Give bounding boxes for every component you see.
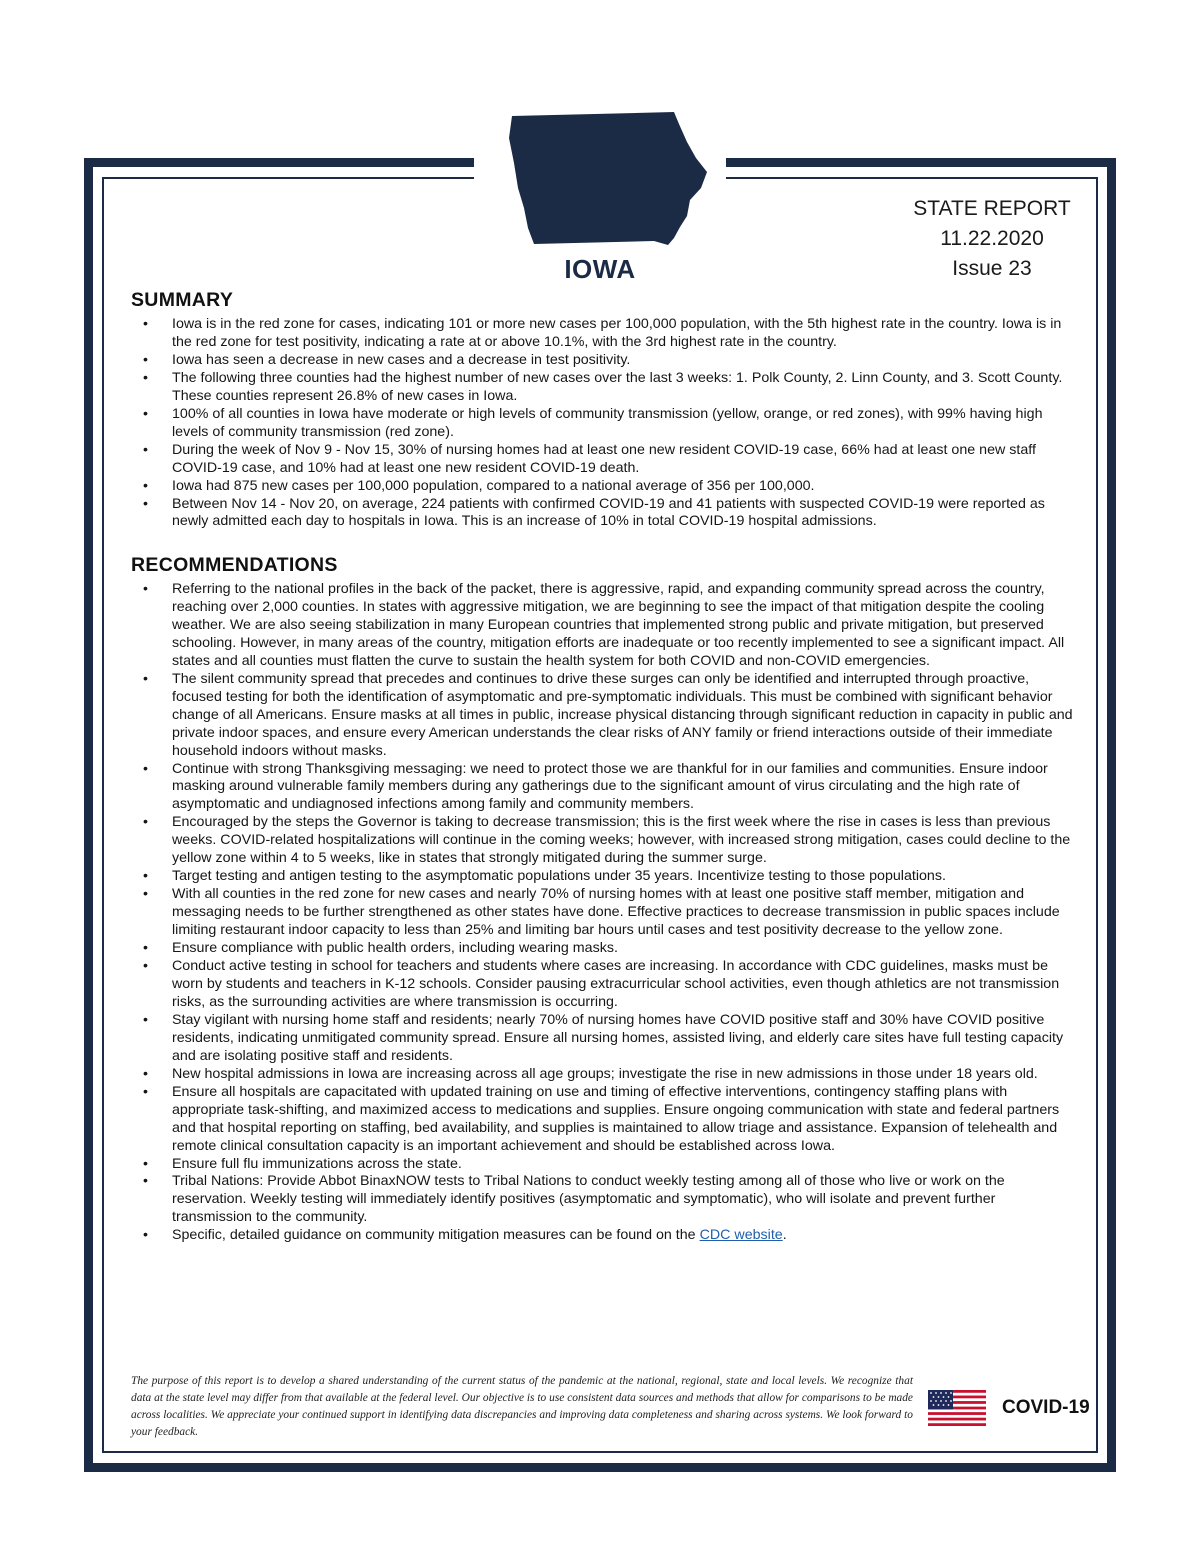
summary-item: • During the week of Nov 9 - Nov 15, 30% of nursing homes had at least one new resident COVID-19 case, 66% had at least one new staff COVID-19 case, and 10% had at least one new resident COVID-19 death. (143, 441, 1036, 476)
recommendation-item: • The silent community spread that precedes and continues to drive these surges can only be identified and interrupted through proactive, focused testing for both the identification of asymptomatic and pre-symptomatic individuals. This must be combined with significant behavior change of all Americans. Ensure masks at all times in public, increase physical distancing through significant reduction in capacity in public and private indoor spaces, and ensure every American understands the clear risks of ANY family or friend interactions outside of their immediate household indoors without masks. (143, 670, 1073, 759)
recommendation-item: • Conduct active testing in school for teachers and students where cases are increasing. In accordance with CDC guidelines, masks must be worn by students and teachers in K-12 schools. Consider pausing extracurricular school activities, even though athletics are not transmission risks, as the surrounding activities are where transmission is occurring. (143, 958, 1060, 1010)
recommendation-item: • Encouraged by the steps the Governor is taking to decrease transmission; this is the first week where the rise in cases is less than previous weeks. COVID-related hospitalizations will continue in the coming weeks; however, with increased strong mitigation, cases could decline to the yellow zone within 4 to 5 weeks, like in states that strongly mitigated during the summer surge. (143, 814, 1071, 867)
summary-item: • The following three counties had the highest number of new cases over the last 3 weeks: 1. Polk County, 2. Linn County, and 3. Scott County. These counties represent 26.8% of new cases in Iowa. (143, 369, 1063, 404)
recommendations-heading: RECOMMENDATIONS (131, 554, 338, 576)
recommendation-item: • Tribal Nations: Provide Abbot BinaxNOW tests to Tribal Nations to conduct weekly testing among all of those who live or work on the reservation. Weekly testing will immediately identify positives (asymptomatic and symptomatic), who will isolate and prevent further transmission to the community. (143, 1173, 1005, 1226)
summary-list (131, 316, 1073, 531)
recommendation-item: • Target testing and antigen testing to the asymptomatic populations under 35 years. Incentivize testing to those populations. (143, 868, 946, 885)
state-title: IOWA (564, 254, 636, 284)
recommendation-item: • Stay vigilant with nursing home staff and residents; nearly 70% of nursing homes have COVID positive staff and 30% have COVID positive residents, indicating unmitigated community spread. Ensure all nursing homes, assisted living, and elderly care sites have full testing capacity and are isolating positive staff and residents. (143, 1011, 1064, 1064)
summary-item: • 100% of all counties in Iowa have moderate or high levels of community transmission (yellow, orange, or red zones), with 99% having high levels of community transmission (red zone). (143, 405, 1043, 440)
recommendation-item: • New hospital admissions in Iowa are increasing across all age groups; investigate the rise in new admissions in those under 18 years old. (143, 1065, 1038, 1082)
us-flag-icon (928, 1390, 986, 1426)
recommendation-item: • Referring to the national profiles in the back of the packet, there is aggressive, rapid, and expanding community spread across the country, reaching over 2,000 counties. In states with aggressive mitigation, we are beginning to see the impact of that mitigation despite the cooling weather. We are also seeing stabilization in many European countries that implemented strong public and private mitigation, but preserved schooling. However, in many areas of the country, mitigation efforts are inadequate or too recently implemented to see a significant impact. All states and all counties must flatten the curve to sustain the health system for both COVID and non-COVID emergencies. (143, 581, 1065, 669)
recommendation-item: • Ensure compliance with public health orders, including wearing masks. (143, 940, 618, 957)
covid-19-label: COVID-19 (1002, 1397, 1090, 1418)
summary-item: • Iowa had 875 new cases per 100,000 population, compared to a national average of 356 per 100,000. (143, 477, 815, 494)
recommendations-list (131, 581, 1073, 1245)
recommendation-item: • With all counties in the red zone for new cases and nearly 70% of nursing homes with at least one positive staff member, mitigation and messaging needs to be further strengthened as other states have done. Effective practices to decrease transmission in public spaces include limiting restaurant indoor capacity to less than 25% and limiting bar hours until cases and test positivity decrease to the yellow zone. (143, 886, 1060, 939)
summary-heading: SUMMARY (131, 289, 234, 311)
cdc-guidance-suffix: . (782, 1227, 787, 1244)
summary-item: • Between Nov 14 - Nov 20, on average, 224 patients with confirmed COVID-19 and 41 patients with suspected COVID-19 were reported as newly admitted each day to hospitals in Iowa. This is an increase of 10% in total COVID-19 hospital admissions. (143, 495, 1045, 530)
summary-item: • Iowa is in the red zone for cases, indicating 101 or more new cases per 100,000 population, with the 5th highest rate in the country. Iowa is in the red zone for test positivity, indicating a rate at or above 10.1%, with the 3rd highest rate in the country. (143, 316, 1062, 350)
cdc-website-link[interactable]: CDC website (699, 1227, 783, 1244)
iowa-map-icon (504, 108, 709, 248)
report-date: 11.22.2020 (940, 227, 1044, 250)
report-issue: Issue 23 (952, 257, 1032, 280)
summary-item: • Iowa has seen a decrease in new cases and a decrease in test positivity. (143, 351, 631, 368)
recommendation-item: • Continue with strong Thanksgiving messaging: we need to protect those we are thankful for in our families and communities. Ensure indoor masking around vulnerable family members during any gatherings due to the significant amount of virus circulating and the high rate of asymptomatic and undiagnosed infections among family and community members. (143, 760, 1048, 813)
disclaimer-text: The purpose of this report is to develop a shared understanding of the current status of the pandemic at the national, regional, state and local levels. We recognize that data at the state level may differ from that available at the federal level. Our objective is to use consistent data sources and methods that allow for comparisons to be made across localities. We appreciate your continued support in identifying data discrepancies and improving data completeness and sharing across systems. We look forward to your feedback. (131, 1375, 913, 1438)
cdc-guidance-prefix: Specific, detailed guidance on community mitigation measures can be found on the (172, 1227, 700, 1244)
report-meta (904, 194, 1080, 284)
report-type: STATE REPORT (913, 197, 1071, 220)
recommendation-item: • Ensure full flu immunizations across the state. (143, 1155, 462, 1172)
recommendation-item: • Specific, detailed guidance on community mitigation measures can be found on the CDC website. (143, 1227, 787, 1244)
recommendation-item: • Ensure all hospitals are capacitated with updated training on use and timing of effective interventions, contingency staffing plans with appropriate task-shifting, and maximized access to medications and supplies. Ensure ongoing communication with state and federal partners and that hospital reporting on staffing, bed availability, and supplies is maintained to allow triage and assistance. Expansion of telehealth and remote clinical consultation capacity is an important achievement and should be established across Iowa. (143, 1083, 1060, 1154)
